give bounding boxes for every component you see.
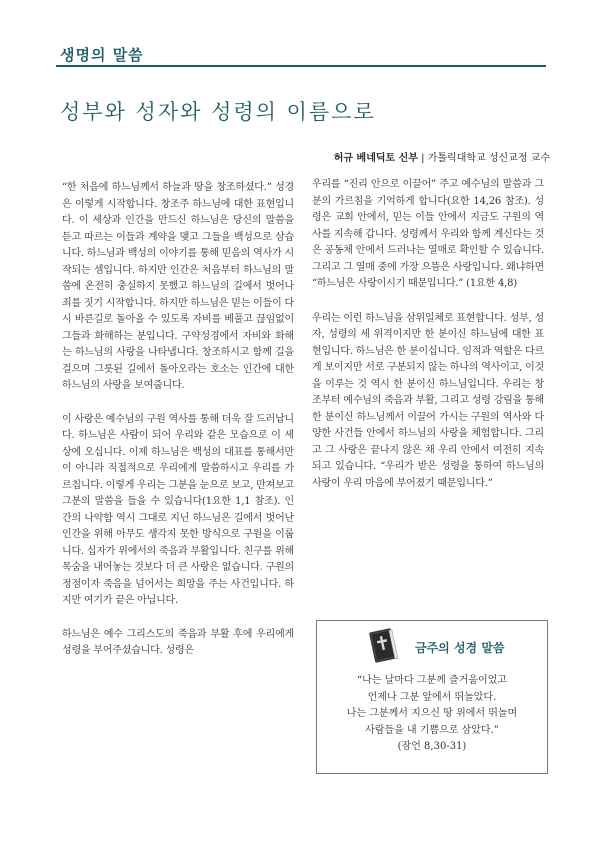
paragraph: 하느님은 예수 그리스도의 죽음과 부활 후에 우리에게 성령을 부어주셨습니다. 성령은 [62,628,294,656]
byline [334,149,550,164]
author-affiliation: | 가톨릭대학교 성신교정 교수 [417,153,550,164]
paragraph: 우리를 “진리 안으로 이끌어” 주고 예수님의 말씀과 그분의 가르침을 기억하게 합니다(요한 14,26 참조). 성령은 교회 안에서, 믿는 이들 안에서 지금도 구원의 역사를 지속해 갑니다. 성령께서 우리와 함께 계신다는 것은 공동체 안에서 드러나는 열매로 확인할 수 있습니다. 그리고 그 열매 중에 가장 으뜸은 사랑입니다. 왜냐하면 “하느님은 사랑이시기 때문입니다.” (1요한 4,8) [312,179,544,289]
paragraph: “한 처음에 하느님께서 하늘과 땅을 창조하셨다.” 성경은 이렇게 시작합니다. 창조주 하느님에 대한 표현입니다. 이 세상과 인간을 만드신 하느님은 당신의 말씀을 듣고 따르는 이들과 계약을 맺고 그들을 백성으로 삼습니다. 하느님과 백성의 이야기를 통해 믿음의 역사가 시작되는 셈입니다. 하지만 인간은 처음부터 하느님의 말씀에 온전히 충실하지 못했고 하느님의 길에서 벗어나 죄를 짓기 시작합니다. 하지만 하느님은 믿는 이들이 다시 바른길로 돌아올 수 있도록 자비를 베풀고 끊임없이 그들과 화해하는 분입니다. 구약성경에서 자비와 화해는 하느님의 사랑을 나타냅니다. 창조하시고 함께 길을 걸으며 그릇된 길에서 돌아오라는 호소는 인간에 대한 하느님의 사랑을 보여줍니다. [62,182,294,391]
section-label: 생명의 말씀 [60,46,144,64]
verse-line: “나는 날마다 그분께 즐거움이었고 [357,675,507,686]
bible-book-icon [363,625,403,671]
verse-text [325,673,539,756]
verse-line: 나는 그분께서 지으신 땅 위에서 뛰놀며 [346,708,518,719]
weekly-verse-box [316,620,548,774]
author-name: 허규 베네딕토 신부 [333,153,418,164]
body-column-right [312,177,544,509]
page-title: 성부와 성자와 성령의 이름으로 [60,100,376,124]
body-column-left [62,180,294,677]
verse-line: 사람들을 내 기쁨으로 삼았다.” [365,724,499,736]
weekly-verse-title: 금주의 성경 말씀 [415,641,505,655]
header-divider [56,65,546,67]
verse-reference: (잠언 8,30-31) [397,741,467,752]
verse-line: 언제나 그분 앞에서 뛰놀았다. [367,691,497,703]
paragraph: 우리는 이런 하느님을 삼위일체로 표현합니다. 성부, 성자, 성령의 세 위격이지만 한 분이신 하느님에 대한 표현입니다. 하느님은 한 분이십니다. 임적과 역할은 다르게 보이지만 서로 구분되지 않는 하나의 역사이고, 이것을 이루는 것 역시 한 분이신 하느님입니다. 우리는 창조부터 예수님의 죽음과 부활, 그리고 성령 강림을 통해 한 분이신 하느님께서 이끌어 가시는 구원의 역사와 다양한 사건들 안에서 하느님의 사랑을 체험합니다. 그리고 그 사랑은 끝나지 않은 채 우리 안에서 여전히 지속되고 있습니다. “우리가 받은 성령을 통하여 하느님의 사랑이 우리 마음에 부어졌기 때문입니다.” [312,312,544,489]
paragraph: 이 사랑은 예수님의 구원 역사를 통해 더욱 잘 드러납니다. 하느님은 사람이 되어 우리와 같은 모습으로 이 세상에 오십니다. 이제 하느님은 백성의 대표를 통해서만이 아니라 직접적으로 우리에게 말씀하시고 우리를 가르칩니다. 이렇게 우리는 그분을 눈으로 보고, 만져보고 그분의 말씀을 들을 수 있습니다(1요한 1,1 참조). 인간의 나약함 역시 그대로 지닌 하느님은 길에서 벗어난 인간을 위해 아무도 생각지 못한 방식으로 구원을 이룹니다. 십자가 위에서의 죽음과 부활입니다. 친구를 위해 목숨을 내어놓는 것보다 더 큰 사랑은 없습니다. 구원의 정점이자 죽음을 넘어서는 희망을 주는 사건입니다. 하지만 여기가 끝은 아닙니다. [62,413,294,606]
